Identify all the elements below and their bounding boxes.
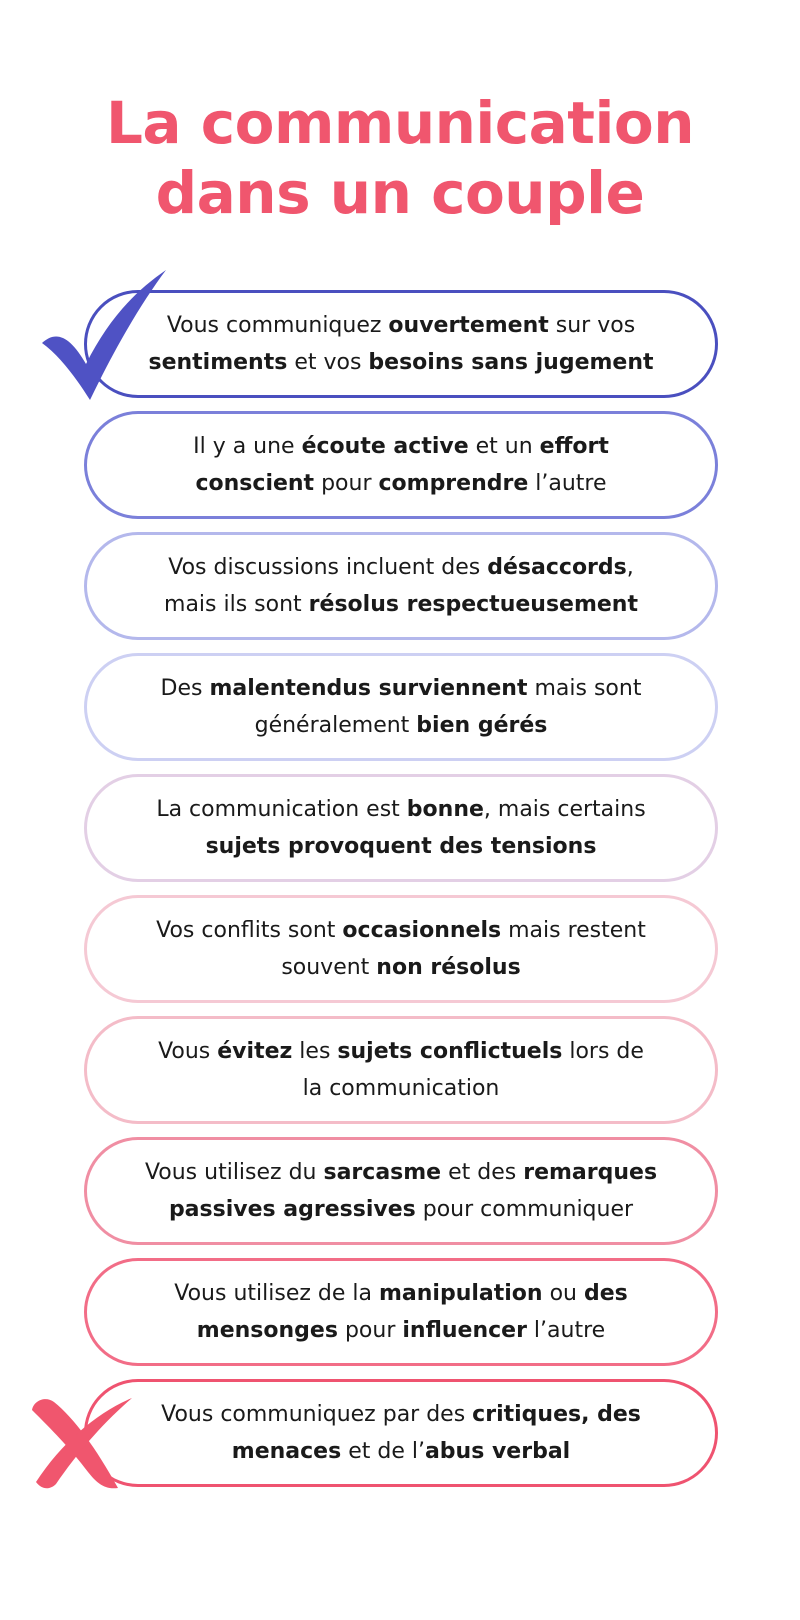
statement-line [121,586,681,623]
statement-item [84,895,718,1003]
statement-line [121,1396,681,1433]
statement-item [84,1258,718,1366]
statement-line [121,307,681,344]
statement-line [121,1070,681,1107]
plain-text: sur vos [548,313,636,338]
emphasis-text: comprendre [378,471,529,496]
statement-line [121,344,681,381]
statement-line [121,912,681,949]
plain-text: mais restent [501,918,646,943]
emphasis-text: sarcasme [323,1160,442,1185]
emphasis-text: des [583,1281,628,1306]
statement-line [121,1154,681,1191]
emphasis-text: critiques, des [472,1402,641,1427]
statement-line [121,670,681,707]
plain-text: et un [468,434,540,459]
plain-text: pour communiquer [415,1197,634,1222]
plain-text: et des [441,1160,524,1185]
cross-icon [28,1390,136,1494]
statement-item [84,1016,718,1124]
emphasis-text: mensonges [196,1318,338,1343]
statement-text [121,1033,681,1107]
statement-item [84,290,718,398]
statement-text [121,549,681,623]
statement-item [84,411,718,519]
statement-text [121,428,681,502]
emphasis-text: besoins sans jugement [368,350,654,375]
statement-item [84,1137,718,1245]
plain-text: les [292,1039,338,1064]
emphasis-text: résolus respectueusement [308,592,638,617]
emphasis-text: bonne [406,797,484,822]
statement-line [121,549,681,586]
plain-text: Vos conflits sont [156,918,343,943]
emphasis-text: malentendus surviennent [209,676,528,701]
statement-text [121,791,681,865]
statement-item [84,653,718,761]
emphasis-text: écoute active [301,434,469,459]
plain-text: pour [314,471,379,496]
statement-item [84,532,718,640]
plain-text: , [626,555,634,580]
plain-text: pour [337,1318,403,1343]
statement-text [121,1154,681,1228]
emphasis-text: remarques [523,1160,658,1185]
emphasis-text: occasionnels [342,918,502,943]
statement-line [121,791,681,828]
statement-line [121,949,681,986]
emphasis-text: ouvertement [388,313,549,338]
plain-text: la communication [302,1076,500,1101]
statement-line [121,1312,681,1349]
plain-text: lors de [562,1039,644,1064]
emphasis-text: évitez [217,1039,293,1064]
plain-text: Vous [158,1039,218,1064]
emphasis-text: sujets provoquent des tensions [205,834,597,859]
emphasis-text: influencer [402,1318,527,1343]
plain-text: Des [160,676,210,701]
emphasis-text: non résolus [376,955,521,980]
statement-line [121,1033,681,1070]
statement-line [121,707,681,744]
plain-text: ou [542,1281,584,1306]
page-title [0,88,800,228]
plain-text: , mais certains [483,797,646,822]
emphasis-text: désaccords [487,555,627,580]
plain-text: Vous communiquez [166,313,389,338]
emphasis-text: menaces [231,1439,342,1464]
statement-item [84,774,718,882]
statement-text [121,307,681,381]
plain-text: mais sont [527,676,642,701]
plain-text: et vos [287,350,369,375]
plain-text: mais ils sont [164,592,309,617]
plain-text: l’autre [526,1318,606,1343]
emphasis-text: abus verbal [424,1439,571,1464]
statement-line [121,1433,681,1470]
title-line-2: dans un couple [155,159,645,227]
plain-text: généralement [254,713,417,738]
statement-line [121,465,681,502]
statement-line [121,1191,681,1228]
statement-item [84,1379,718,1487]
title-line-1: La communication [105,89,695,157]
statement-line [121,1275,681,1312]
plain-text: souvent [281,955,377,980]
statement-line [121,428,681,465]
plain-text: Il y a une [193,434,302,459]
statement-text [121,670,681,744]
plain-text: et de l’ [341,1439,425,1464]
emphasis-text: sentiments [148,350,288,375]
checkmark-icon [38,268,170,404]
plain-text: La communication est [156,797,407,822]
plain-text: l’autre [528,471,607,496]
emphasis-text: bien gérés [416,713,548,738]
plain-text: Vous utilisez de la [174,1281,379,1306]
plain-text: Vos discussions incluent des [168,555,488,580]
emphasis-text: effort [539,434,609,459]
statement-text [121,1396,681,1470]
plain-text: Vous communiquez par des [161,1402,473,1427]
plain-text: Vous utilisez du [144,1160,324,1185]
statement-line [121,828,681,865]
emphasis-text: sujets conflictuels [337,1039,563,1064]
emphasis-text: conscient [195,471,315,496]
statement-text [121,912,681,986]
statement-text [121,1275,681,1349]
emphasis-text: passives agressives [168,1197,416,1222]
emphasis-text: manipulation [378,1281,543,1306]
